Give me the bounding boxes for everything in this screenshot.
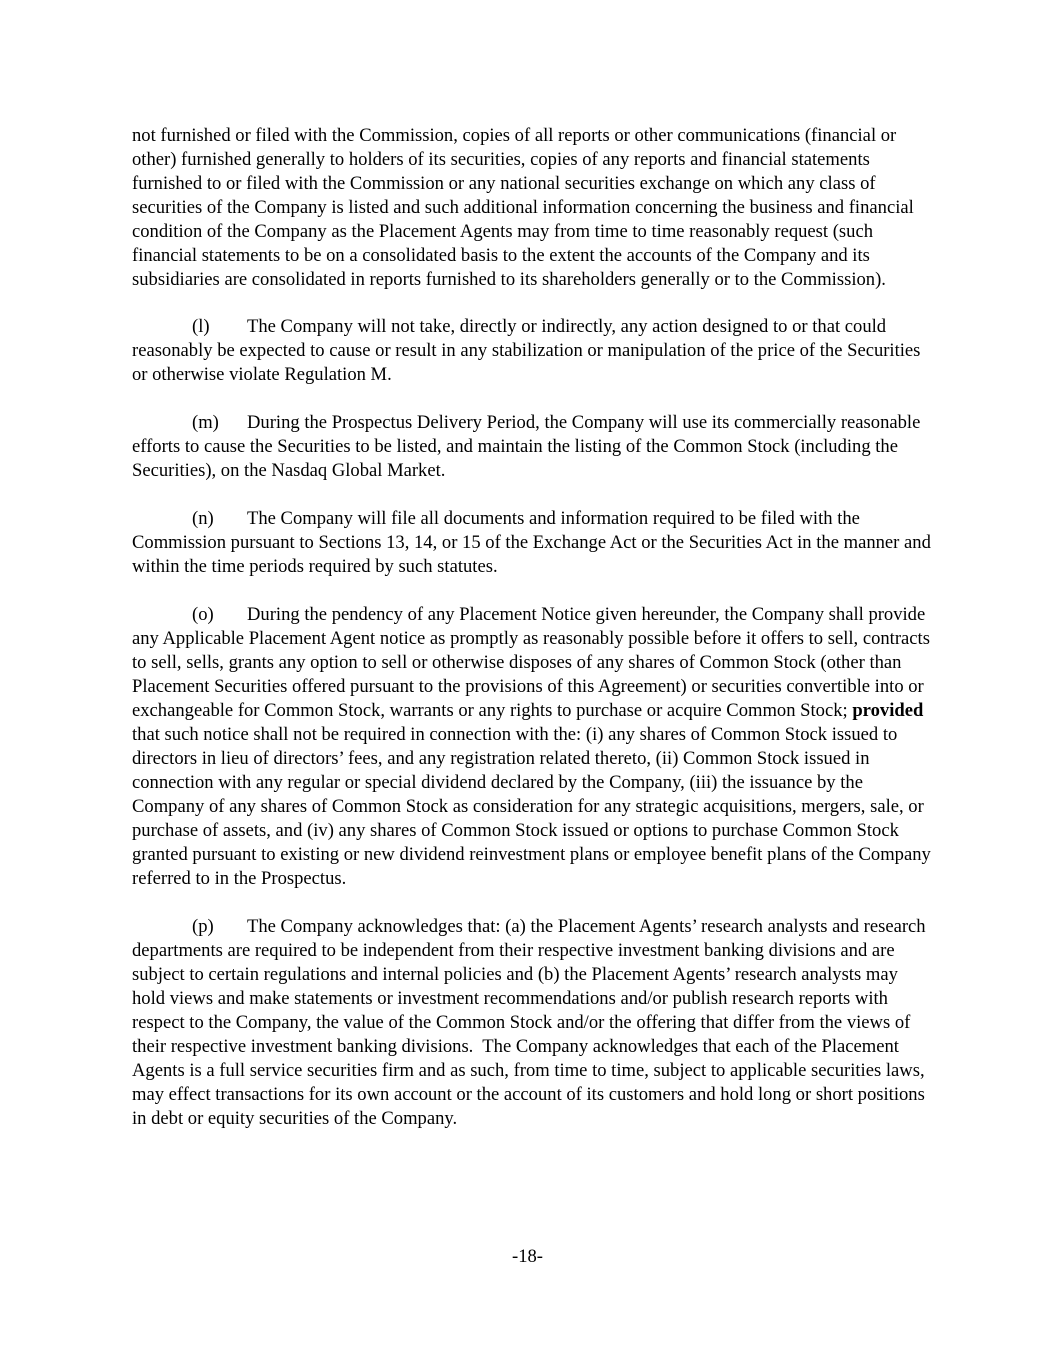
paragraph-text: The Company acknowledges that: (a) the Placement Agents’ research analysts and research departments are required to be independent from their respective investment banking divisions and are subject to certain regulations and internal policies and (b) the Placement Agents’ research analysts may hold views and make statements or investment recommendations and/or publish research reports with respect to the Company, the value of the Common Stock and/or the offering that differ from the views of their respective investment banking divisions. The Company acknowledges that each of the Placement Agents is a full service securities firm and as such, from time to time, subject to applicable securities laws, may effect transactions for its own account or the account of its customers and hold long or short positions in debt or equity securities of the Company. [132,916,931,1129]
paragraph-n [132,507,932,579]
provided-bold-term: provided [852,700,924,721]
paragraph-marker: (o) [192,604,214,625]
paragraph-marker: (m) [192,412,219,433]
paragraph-continuation [132,124,932,292]
paragraph-text-before: During the pendency of any Placement Notice given hereunder, the Company shall provide any Applicable Placement Agent notice as promptly as reasonably possible before it offers to sell, contracts to sell, sells, grants any option to sell or otherwise disposes of any shares of Common Stock (other than Placement Securities offered pursuant to the provisions of this Agreement) or securities convertible into or exchangeable for Common Stock, warrants or any rights to purchase or acquire Common Stock; [132,604,930,721]
paragraph-text: The Company will not take, directly or indirectly, any action designed to or that could reasonably be expected to cause or result in any stabilization or manipulation of the price of the Securities or otherwise violate Regulation M. [132,316,921,385]
paragraph-p [132,915,932,1131]
paragraph-text-after: that such notice shall not be required in connection with the: (i) any shares of Common Stock issued to directors in lieu of directors’ fees, and any registration related thereto, (ii) Common Stock issued in connection with any regular or special dividend declared by the Company, (iii) the issuance by the Company of any shares of Common Stock as consideration for any strategic acquisitions, mergers, sale, or purchase of assets, and (iv) any shares of Common Stock issued or options to purchase Common Stock granted pursuant to existing or new dividend reinvestment plans or employee benefit plans of the Company referred to in the Prospectus. [132,724,931,889]
paragraph-marker: (p) [192,916,214,937]
paragraph-o [132,603,932,891]
document-body [132,124,932,1155]
paragraph-text: During the Prospectus Delivery Period, the Company will use its commercially reasonable efforts to cause the Securities to be listed, and maintain the listing of the Common Stock (including the Securities), on the Nasdaq Global Market. [132,412,921,481]
paragraph-l [132,315,932,387]
paragraph-text: not furnished or filed with the Commission, copies of all reports or other communications (financial or other) furnished generally to holders of its securities, copies of any reports and financial statements furnished to or filed with the Commission or any national securities exchange on which any class of securities of the Company is listed and such additional information concerning the business and financial condition of the Company as the Placement Agents may from time to time reasonably request (such financial statements to be on a consolidated basis to the extent the accounts of the Company and its subsidiaries are consolidated in reports furnished to its shareholders generally or to the Commission). [132,125,914,290]
paragraph-marker: (l) [192,316,210,337]
paragraph-text: The Company will file all documents and information required to be filed with the Commission pursuant to Sections 13, 14, or 15 of the Exchange Act or the Securities Act in the manner and within the time periods required by such statutes. [132,508,931,577]
page-number: -18- [512,1246,543,1267]
paragraph-marker: (n) [192,508,214,529]
paragraph-m [132,411,932,483]
